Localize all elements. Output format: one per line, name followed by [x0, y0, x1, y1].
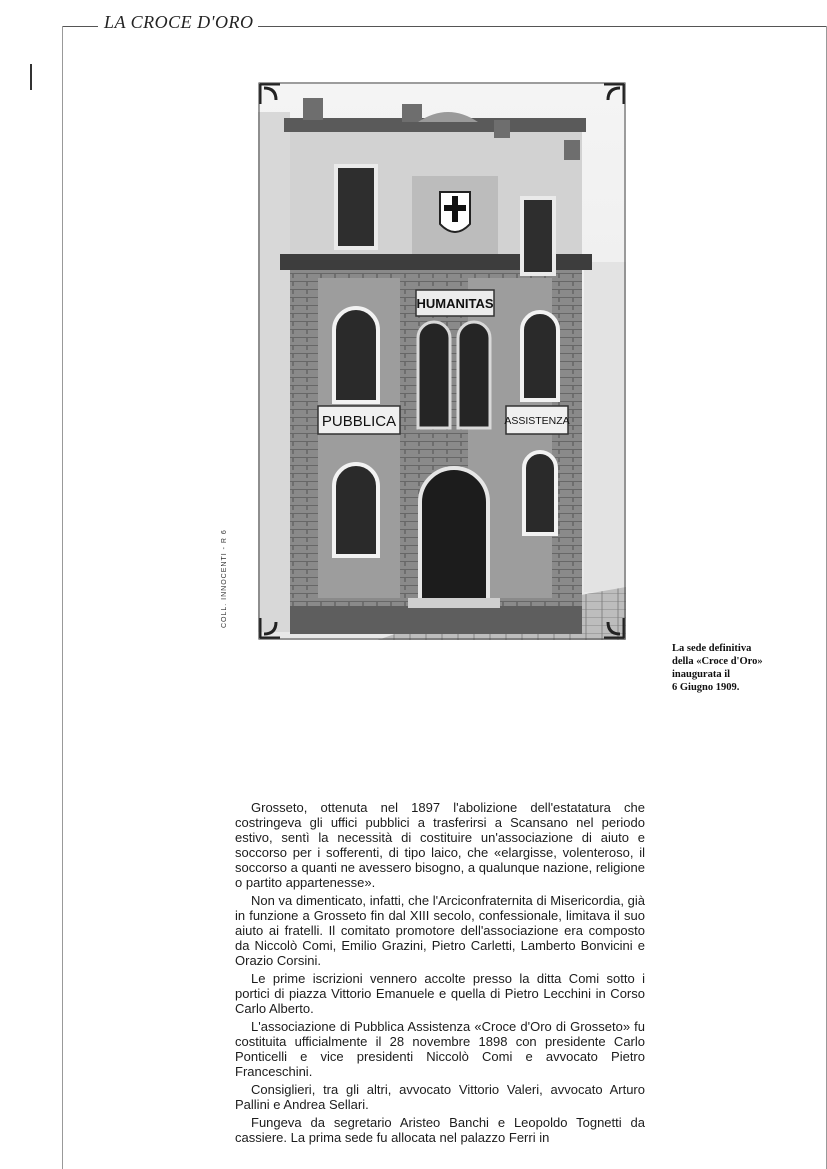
upper-window-right	[522, 198, 554, 274]
caption-line: La sede definitiva	[672, 643, 752, 654]
door-step	[408, 598, 500, 608]
article-paragraph: Grosseto, ottenuta nel 1897 l'abolizione dell'estatatura che costringeva gli uffici pubblici a trasferirsi a Scansano nel periodo estivo, sentì la necessità di costituire un'associazione di aiuto e soccorso per i sofferenti, di tipo laico, che «elargisse, volenteroso, il soccorso a quanti ne avessero bisogno, a qualunque nazione, religione o partito appartenesse».	[235, 800, 645, 890]
caption-line: della «Croce d'Oro»	[672, 656, 763, 667]
article-paragraph: Le prime iscrizioni vennero accolte presso la ditta Comi sotto i portici di piazza Vittorio Emanuele e quella di Pietro Lecchini in Corso Carlo Alberto.	[235, 971, 645, 1016]
article-paragraph: Non va dimenticato, infatti, che l'Arciconfraternita di Misericordia, già in funzione a Grosseto fin dal XIII secolo, confessionale, limitava il suo aiuto ai fratelli. Il comitato promotore dell'associazione era composto da Niccolò Comi, Emilio Grazini, Pietro Carletti, Lamberto Bonvicini e Orazio Corsini.	[235, 893, 645, 968]
ground-window-right	[524, 452, 556, 534]
sign-humanitas-text: HUMANITAS	[416, 296, 494, 311]
base-plinth	[290, 606, 582, 634]
caption-line: inaugurata il	[672, 669, 731, 680]
header-title: LA CROCE D'ORO	[104, 12, 254, 32]
sign-assistenza-text: ASSISTENZA	[504, 415, 570, 427]
caption-line: 6 Giugno 1909.	[672, 682, 740, 693]
article-body	[235, 800, 645, 1148]
page-frame-left	[62, 26, 63, 1169]
sign-pubblica-text: PUBBLICA	[321, 413, 397, 430]
building-photo	[258, 82, 626, 640]
photo-caption	[672, 642, 812, 694]
arched-window-2	[418, 322, 450, 428]
arched-window-4	[522, 312, 558, 400]
building-illustration	[258, 82, 626, 640]
header-rule-right	[258, 26, 827, 27]
article-paragraph: L'associazione di Pubblica Assistenza «Croce d'Oro di Grosseto» fu costituita ufficialmente il 28 novembre 1898 con presidente Carlo Ponticelli e vice presidenti Niccolò Comi e avvocato Pietro Franceschini.	[235, 1019, 645, 1079]
upper-window-left	[336, 166, 376, 248]
margin-mark	[30, 64, 32, 90]
arched-window-1	[334, 308, 378, 402]
left-neighbour-wall	[258, 112, 290, 632]
coat-of-arms	[412, 176, 498, 254]
ground-window-left	[334, 464, 378, 556]
header-rule-left	[62, 26, 98, 27]
arched-window-3	[458, 322, 490, 428]
main-doorway	[420, 468, 488, 602]
photo-credit: COLL. INNOCENTI - R 6	[221, 529, 228, 628]
article-paragraph: Consiglieri, tra gli altri, avvocato Vittorio Valeri, avvocato Arturo Pallini e Andrea Sellari.	[235, 1082, 645, 1112]
right-neighbour-wall	[584, 262, 626, 592]
article-paragraph: Fungeva da segretario Aristeo Banchi e Leopoldo Tognetti da cassiere. La prima sede fu allocata nel palazzo Ferri in	[235, 1115, 645, 1145]
